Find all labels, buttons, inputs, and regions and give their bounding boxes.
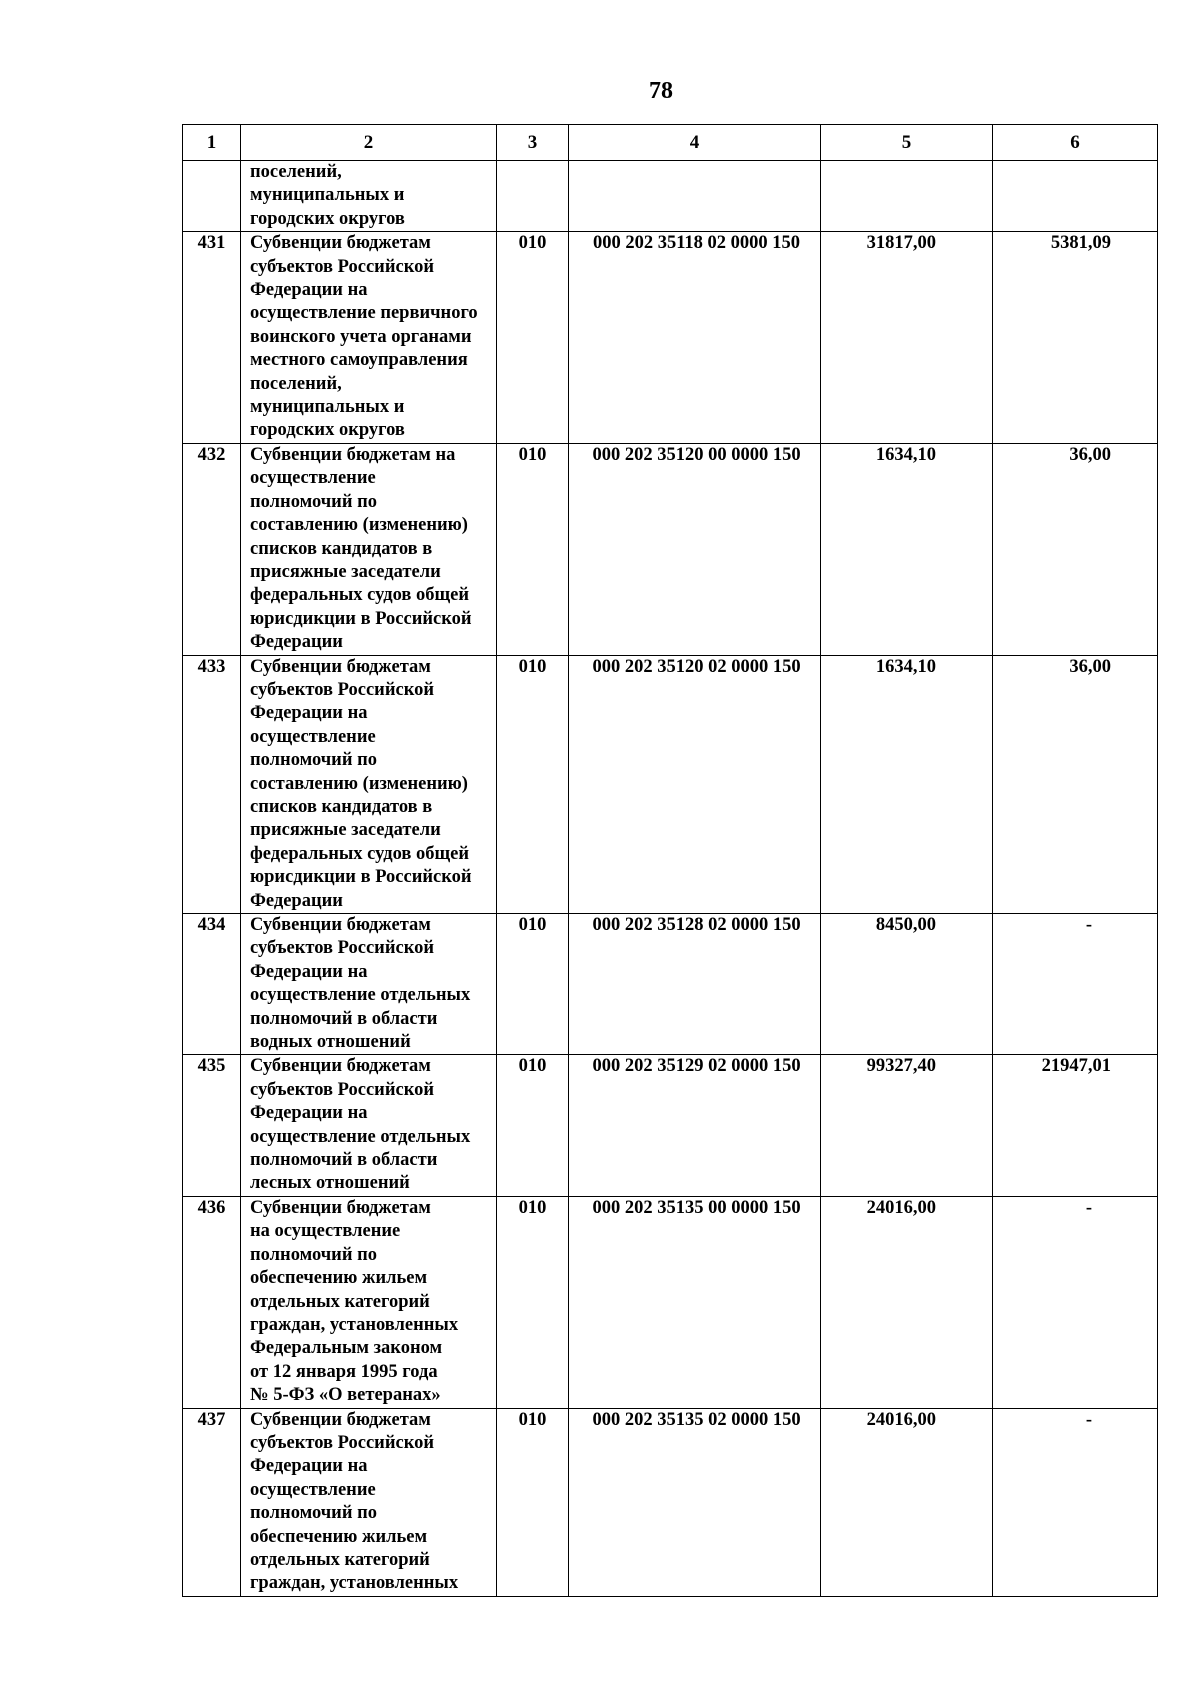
column-header: 4	[569, 125, 821, 161]
row-code: 010	[497, 655, 569, 913]
row-name: Субвенции бюджетам на осуществление полномочий по обеспечению жильем отдельных категорий граждан, установленных Федеральным законом от 12 января 1995 года № 5-ФЗ «О ветеранах»	[241, 1196, 497, 1408]
row-value-col6: -	[993, 914, 1158, 1055]
row-value-col5: 24016,00	[821, 1408, 993, 1596]
row-name: Субвенции бюджетам субъектов Российской Федерации на осуществление полномочий по обеспечению жильем отдельных категорий граждан, установленных	[241, 1408, 497, 1596]
row-value-col5: 99327,40	[821, 1055, 993, 1196]
table-header-row	[183, 125, 1158, 161]
row-value-col6	[993, 161, 1158, 232]
row-value-col6: 36,00	[993, 655, 1158, 913]
row-budget-code: 000 202 35118 02 0000 150	[569, 232, 821, 444]
table-row	[183, 914, 1158, 1055]
page-number: 78	[649, 78, 673, 104]
row-value-col5: 1634,10	[821, 655, 993, 913]
table-row	[183, 655, 1158, 913]
row-value-col5: 1634,10	[821, 443, 993, 655]
column-header: 6	[993, 125, 1158, 161]
row-value-col6: -	[993, 1196, 1158, 1408]
row-name: Субвенции бюджетам субъектов Российской Федерации на осуществление первичного воинского учета органами местного самоуправления поселений, муниципальных и городских округов	[241, 232, 497, 444]
row-number: 433	[183, 655, 241, 913]
row-code: 010	[497, 914, 569, 1055]
row-budget-code	[569, 161, 821, 232]
row-number	[183, 161, 241, 232]
row-code: 010	[497, 1196, 569, 1408]
row-code: 010	[497, 1408, 569, 1596]
row-number: 434	[183, 914, 241, 1055]
row-number: 436	[183, 1196, 241, 1408]
row-value-col5: 8450,00	[821, 914, 993, 1055]
row-number: 431	[183, 232, 241, 444]
row-budget-code: 000 202 35120 02 0000 150	[569, 655, 821, 913]
row-budget-code: 000 202 35135 00 0000 150	[569, 1196, 821, 1408]
row-code: 010	[497, 443, 569, 655]
column-header: 2	[241, 125, 497, 161]
column-header: 1	[183, 125, 241, 161]
row-name: Субвенции бюджетам субъектов Российской Федерации на осуществление полномочий по составлению (изменению) списков кандидатов в присяжные заседатели федеральных судов общей юрисдикции в Российской Федерации	[241, 655, 497, 913]
row-budget-code: 000 202 35135 02 0000 150	[569, 1408, 821, 1596]
budget-table	[182, 124, 1158, 1597]
table-row	[183, 1408, 1158, 1596]
row-value-col6: 5381,09	[993, 232, 1158, 444]
row-value-col5	[821, 161, 993, 232]
row-value-col6: 21947,01	[993, 1055, 1158, 1196]
row-value-col6: 36,00	[993, 443, 1158, 655]
row-code: 010	[497, 1055, 569, 1196]
row-code	[497, 161, 569, 232]
row-budget-code: 000 202 35128 02 0000 150	[569, 914, 821, 1055]
row-budget-code: 000 202 35129 02 0000 150	[569, 1055, 821, 1196]
row-value-col6: -	[993, 1408, 1158, 1596]
row-number: 437	[183, 1408, 241, 1596]
column-header: 3	[497, 125, 569, 161]
row-value-col5: 24016,00	[821, 1196, 993, 1408]
row-code: 010	[497, 232, 569, 444]
row-name: поселений, муниципальных и городских округов	[241, 161, 497, 232]
table-row	[183, 1196, 1158, 1408]
row-number: 435	[183, 1055, 241, 1196]
table-row	[183, 443, 1158, 655]
row-name: Субвенции бюджетам субъектов Российской Федерации на осуществление отдельных полномочий в области водных отношений	[241, 914, 497, 1055]
row-name: Субвенции бюджетам субъектов Российской Федерации на осуществление отдельных полномочий в области лесных отношений	[241, 1055, 497, 1196]
row-budget-code: 000 202 35120 00 0000 150	[569, 443, 821, 655]
table-row	[183, 1055, 1158, 1196]
row-value-col5: 31817,00	[821, 232, 993, 444]
table-row	[183, 232, 1158, 444]
column-header: 5	[821, 125, 993, 161]
row-name: Субвенции бюджетам на осуществление полномочий по составлению (изменению) списков кандидатов в присяжные заседатели федеральных судов общей юрисдикции в Российской Федерации	[241, 443, 497, 655]
table-row	[183, 161, 1158, 232]
row-number: 432	[183, 443, 241, 655]
